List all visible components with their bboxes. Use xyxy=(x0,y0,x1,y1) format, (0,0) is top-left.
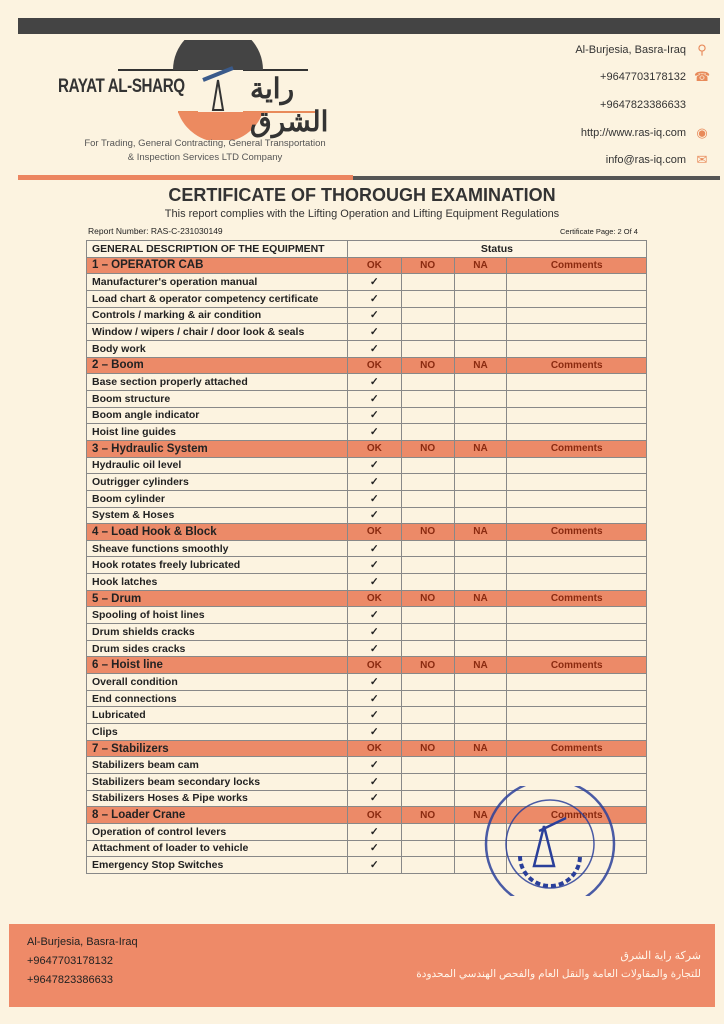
na-cell xyxy=(454,624,507,641)
ok-checkmark: ✓ xyxy=(347,424,401,441)
no-cell xyxy=(401,790,454,807)
table-row xyxy=(87,407,647,424)
ok-checkmark: ✓ xyxy=(347,407,401,424)
header-divider-orange xyxy=(18,175,353,180)
item-description: Hook latches xyxy=(87,574,348,591)
na-cell xyxy=(454,507,507,524)
item-description: Boom cylinder xyxy=(87,490,348,507)
item-description: Base section properly attached xyxy=(87,374,348,391)
na-cell xyxy=(454,307,507,324)
item-description: System & Hoses xyxy=(87,507,348,524)
footer-description-ar: للتجارة والمقاولات العامة والنقل العام والفحص الهندسي المحدودة xyxy=(416,968,701,980)
table-row xyxy=(87,457,647,474)
col-comments-label: Comments xyxy=(507,807,647,824)
no-cell xyxy=(401,640,454,657)
report-number: Report Number: RAS-C-231030149 xyxy=(88,226,223,236)
ok-checkmark: ✓ xyxy=(347,840,401,857)
na-cell xyxy=(454,490,507,507)
comments-cell xyxy=(507,640,647,657)
no-cell xyxy=(401,457,454,474)
address: Al-Burjesia, Basra-Iraq xyxy=(575,44,686,56)
header-top-bar xyxy=(18,18,720,34)
col-comments-label: Comments xyxy=(507,440,647,457)
no-cell xyxy=(401,274,454,291)
company-logo xyxy=(58,40,358,150)
tagline-line-1: For Trading, General Contracting, General Transportation xyxy=(84,138,326,149)
item-description: Manufacturer's operation manual xyxy=(87,274,348,291)
ok-checkmark: ✓ xyxy=(347,390,401,407)
col-ok-label: OK xyxy=(347,590,401,607)
item-description: Overall condition xyxy=(87,674,348,691)
no-cell xyxy=(401,690,454,707)
na-cell xyxy=(454,374,507,391)
item-description: Sheave functions smoothly xyxy=(87,540,348,557)
ok-checkmark: ✓ xyxy=(347,340,401,357)
comments-cell xyxy=(507,340,647,357)
comments-cell xyxy=(507,607,647,624)
ok-checkmark: ✓ xyxy=(347,557,401,574)
ok-checkmark: ✓ xyxy=(347,690,401,707)
col-na-label: NA xyxy=(454,740,507,757)
no-cell xyxy=(401,490,454,507)
email-link[interactable]: info@ras-iq.com xyxy=(605,154,686,166)
section-header-row xyxy=(87,440,647,457)
item-description: Stabilizers beam secondary locks xyxy=(87,774,348,791)
col-ok-label: OK xyxy=(347,807,401,824)
ok-checkmark: ✓ xyxy=(347,474,401,491)
col-na-label: NA xyxy=(454,590,507,607)
na-cell xyxy=(454,290,507,307)
no-cell xyxy=(401,757,454,774)
phone-1: +9647703178132 xyxy=(600,71,686,83)
section-title: 4 – Load Hook & Block xyxy=(87,524,348,541)
footer-phone-2: +9647823386633 xyxy=(27,974,113,986)
na-cell xyxy=(454,540,507,557)
section-title: 6 – Hoist line xyxy=(87,657,348,674)
ok-checkmark: ✓ xyxy=(347,724,401,741)
item-description: Outrigger cylinders xyxy=(87,474,348,491)
no-cell xyxy=(401,424,454,441)
tagline-line-2: & Inspection Services LTD Company xyxy=(127,152,283,163)
col-no-label: NO xyxy=(401,740,454,757)
item-description: Emergency Stop Switches xyxy=(87,857,348,874)
no-cell xyxy=(401,324,454,341)
na-cell xyxy=(454,474,507,491)
footer-address: Al-Burjesia, Basra-Iraq xyxy=(27,936,138,948)
table-row xyxy=(87,540,647,557)
section-title: 7 – Stabilizers xyxy=(87,740,348,757)
table-row xyxy=(87,307,647,324)
table-row xyxy=(87,424,647,441)
no-cell xyxy=(401,774,454,791)
footer-phone-1: +9647703178132 xyxy=(27,955,113,967)
ok-checkmark: ✓ xyxy=(347,324,401,341)
item-description: Hook rotates freely lubricated xyxy=(87,557,348,574)
na-cell xyxy=(454,640,507,657)
item-description: Attachment of loader to vehicle xyxy=(87,840,348,857)
comments-cell xyxy=(507,274,647,291)
na-cell xyxy=(454,340,507,357)
table-header-row xyxy=(87,241,647,258)
section-title: 1 – OPERATOR CAB xyxy=(87,257,348,274)
na-cell xyxy=(454,424,507,441)
ok-checkmark: ✓ xyxy=(347,290,401,307)
header-divider-gray xyxy=(353,176,720,180)
telephone-icon: ☎ xyxy=(694,69,711,84)
no-cell xyxy=(401,390,454,407)
col-ok-label: OK xyxy=(347,740,401,757)
comments-cell xyxy=(507,674,647,691)
na-cell xyxy=(454,557,507,574)
phone-2: +9647823386633 xyxy=(600,99,686,111)
ok-checkmark: ✓ xyxy=(347,790,401,807)
table-row xyxy=(87,474,647,491)
item-description: Boom angle indicator xyxy=(87,407,348,424)
no-cell xyxy=(401,674,454,691)
comments-cell xyxy=(507,457,647,474)
table-row xyxy=(87,707,647,724)
section-title: 8 – Loader Crane xyxy=(87,807,348,824)
no-cell xyxy=(401,507,454,524)
table-row xyxy=(87,574,647,591)
ok-checkmark: ✓ xyxy=(347,374,401,391)
na-cell xyxy=(454,574,507,591)
ok-checkmark: ✓ xyxy=(347,274,401,291)
item-description: Controls / marking & air condition xyxy=(87,307,348,324)
table-row xyxy=(87,724,647,741)
col-comments-label: Comments xyxy=(507,524,647,541)
comments-cell xyxy=(507,507,647,524)
no-cell xyxy=(401,574,454,591)
item-description: Body work xyxy=(87,340,348,357)
header-description: GENERAL DESCRIPTION OF THE EQUIPMENT xyxy=(87,241,348,258)
comments-cell xyxy=(507,390,647,407)
no-cell xyxy=(401,624,454,641)
comments-cell xyxy=(507,407,647,424)
col-na-label: NA xyxy=(454,257,507,274)
no-cell xyxy=(401,374,454,391)
na-cell xyxy=(454,457,507,474)
na-cell xyxy=(454,407,507,424)
col-na-label: NA xyxy=(454,440,507,457)
company-stamp xyxy=(484,786,624,896)
table-row xyxy=(87,690,647,707)
ok-checkmark: ✓ xyxy=(347,857,401,874)
na-cell xyxy=(454,324,507,341)
no-cell xyxy=(401,340,454,357)
section-header-row xyxy=(87,524,647,541)
col-comments-label: Comments xyxy=(507,657,647,674)
logo-text-en: RAYAT AL-SHARQ xyxy=(58,76,185,97)
comments-cell xyxy=(507,424,647,441)
comments-cell xyxy=(507,374,647,391)
table-row xyxy=(87,757,647,774)
ok-checkmark: ✓ xyxy=(347,674,401,691)
comments-cell xyxy=(507,724,647,741)
ok-checkmark: ✓ xyxy=(347,774,401,791)
comments-cell xyxy=(507,757,647,774)
item-description: Window / wipers / chair / door look & seals xyxy=(87,324,348,341)
section-title: 3 – Hydraulic System xyxy=(87,440,348,457)
col-ok-label: OK xyxy=(347,440,401,457)
no-cell xyxy=(401,840,454,857)
col-no-label: NO xyxy=(401,257,454,274)
col-no-label: NO xyxy=(401,440,454,457)
ok-checkmark: ✓ xyxy=(347,757,401,774)
ok-checkmark: ✓ xyxy=(347,307,401,324)
comments-cell xyxy=(507,624,647,641)
section-title: 5 – Drum xyxy=(87,590,348,607)
col-comments-label: Comments xyxy=(507,590,647,607)
ok-checkmark: ✓ xyxy=(347,607,401,624)
item-description: Hydraulic oil level xyxy=(87,457,348,474)
table-row xyxy=(87,557,647,574)
no-cell xyxy=(401,540,454,557)
no-cell xyxy=(401,823,454,840)
col-ok-label: OK xyxy=(347,524,401,541)
no-cell xyxy=(401,307,454,324)
no-cell xyxy=(401,724,454,741)
table-row xyxy=(87,324,647,341)
item-description: Load chart & operator competency certificate xyxy=(87,290,348,307)
table-row xyxy=(87,290,647,307)
page-footer xyxy=(9,924,715,1007)
document-title: CERTIFICATE OF THOROUGH EXAMINATION xyxy=(168,185,556,205)
table-row xyxy=(87,674,647,691)
col-no-label: NO xyxy=(401,524,454,541)
ok-checkmark: ✓ xyxy=(347,624,401,641)
table-row xyxy=(87,624,647,641)
no-cell xyxy=(401,607,454,624)
na-cell xyxy=(454,607,507,624)
item-description: Drum sides cracks xyxy=(87,640,348,657)
na-cell xyxy=(454,707,507,724)
ok-checkmark: ✓ xyxy=(347,490,401,507)
item-description: Hoist line guides xyxy=(87,424,348,441)
col-na-label: NA xyxy=(454,524,507,541)
table-row xyxy=(87,374,647,391)
col-ok-label: OK xyxy=(347,357,401,374)
section-header-row xyxy=(87,590,647,607)
col-na-label: NA xyxy=(454,807,507,824)
comments-cell xyxy=(507,557,647,574)
na-cell xyxy=(454,390,507,407)
col-comments-label: Comments xyxy=(507,257,647,274)
section-header-row xyxy=(87,657,647,674)
comments-cell xyxy=(507,490,647,507)
ok-checkmark: ✓ xyxy=(347,574,401,591)
comments-cell xyxy=(507,290,647,307)
certificate-page: Certificate Page: 2 Of 4 xyxy=(560,227,638,236)
ok-checkmark: ✓ xyxy=(347,507,401,524)
section-header-row xyxy=(87,357,647,374)
ok-checkmark: ✓ xyxy=(347,640,401,657)
col-no-label: NO xyxy=(401,807,454,824)
company-tagline xyxy=(60,137,350,165)
item-description: Drum shields cracks xyxy=(87,624,348,641)
table-row xyxy=(87,607,647,624)
section-header-row xyxy=(87,740,647,757)
document-subtitle: This report complies with the Lifting Operation and Lifting Equipment Regulations xyxy=(164,208,560,220)
comments-cell xyxy=(507,324,647,341)
no-cell xyxy=(401,707,454,724)
section-title: 2 – Boom xyxy=(87,357,348,374)
table-row xyxy=(87,507,647,524)
ok-checkmark: ✓ xyxy=(347,707,401,724)
table-row xyxy=(87,640,647,657)
no-cell xyxy=(401,857,454,874)
ok-checkmark: ✓ xyxy=(347,540,401,557)
table-row xyxy=(87,274,647,291)
ok-checkmark: ✓ xyxy=(347,457,401,474)
ok-checkmark: ✓ xyxy=(347,823,401,840)
comments-cell xyxy=(507,707,647,724)
col-comments-label: Comments xyxy=(507,357,647,374)
col-no-label: NO xyxy=(401,357,454,374)
na-cell xyxy=(454,274,507,291)
comments-cell xyxy=(507,307,647,324)
header-status: Status xyxy=(347,241,646,258)
item-description: Clips xyxy=(87,724,348,741)
no-cell xyxy=(401,557,454,574)
logo-text-ar: راية الشرق xyxy=(250,73,329,137)
table-row xyxy=(87,490,647,507)
comments-cell xyxy=(507,690,647,707)
item-description: End connections xyxy=(87,690,348,707)
table-row xyxy=(87,390,647,407)
no-cell xyxy=(401,290,454,307)
table-row xyxy=(87,340,647,357)
website-link[interactable]: http://www.ras-iq.com xyxy=(580,127,686,139)
col-na-label: NA xyxy=(454,657,507,674)
item-description: Stabilizers Hoses & Pipe works xyxy=(87,790,348,807)
item-description: Boom structure xyxy=(87,390,348,407)
na-cell xyxy=(454,690,507,707)
col-na-label: NA xyxy=(454,357,507,374)
col-no-label: NO xyxy=(401,590,454,607)
item-description: Operation of control levers xyxy=(87,823,348,840)
item-description: Lubricated xyxy=(87,707,348,724)
examination-table xyxy=(86,240,647,874)
na-cell xyxy=(454,724,507,741)
col-no-label: NO xyxy=(401,657,454,674)
item-description: Stabilizers beam cam xyxy=(87,757,348,774)
envelope-icon: ✉ xyxy=(696,152,708,167)
footer-company-ar: شركة راية الشرق xyxy=(620,950,701,962)
comments-cell xyxy=(507,540,647,557)
col-comments-label: Comments xyxy=(507,740,647,757)
section-header-row xyxy=(87,257,647,274)
col-ok-label: OK xyxy=(347,657,401,674)
na-cell xyxy=(454,757,507,774)
item-description: Spooling of hoist lines xyxy=(87,607,348,624)
location-pin-icon: ⚲ xyxy=(697,42,707,57)
web-icon: ◉ xyxy=(696,125,708,140)
comments-cell xyxy=(507,474,647,491)
col-ok-label: OK xyxy=(347,257,401,274)
no-cell xyxy=(401,407,454,424)
na-cell xyxy=(454,674,507,691)
comments-cell xyxy=(507,574,647,591)
no-cell xyxy=(401,474,454,491)
